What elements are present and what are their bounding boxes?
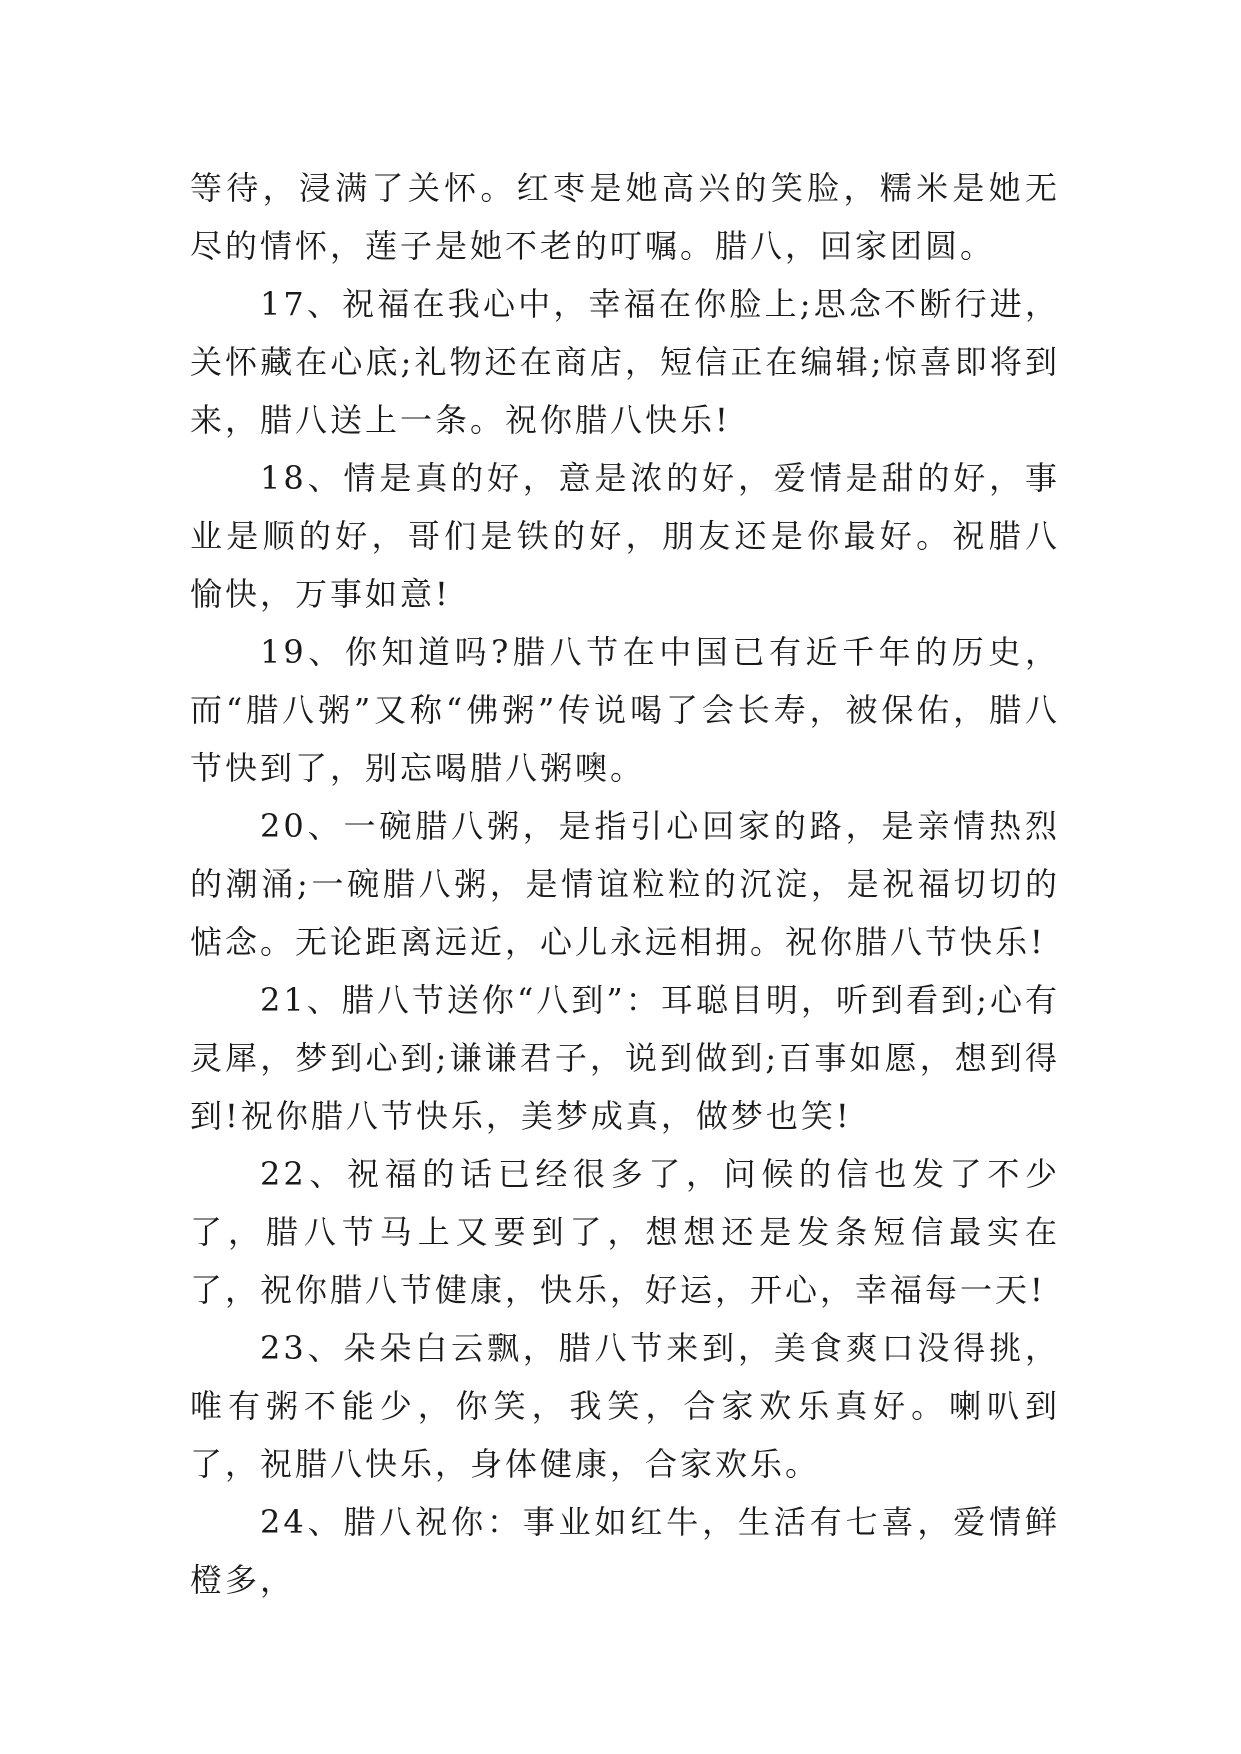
paragraph-21: 21、腊八节送你“八到”：耳聪目明，听到看到;心有灵犀，梦到心到;谦谦君子，说到做到;百事如愿，想到得到!祝你腊八节快乐，美梦成真，做梦也笑! xyxy=(190,981,1060,1135)
paragraph-18: 18、情是真的好，意是浓的好，爱情是甜的好，事业是顺的好，哥们是铁的好，朋友还是你最好。祝腊八愉快，万事如意! xyxy=(190,459,1060,613)
paragraph-continuation: 等待，浸满了关怀。红枣是她高兴的笑脸，糯米是她无尽的情怀，莲子是她不老的叮嘱。腊八，回家团圆。 xyxy=(190,169,1060,265)
paragraph-20: 20、一碗腊八粥，是指引心回家的路，是亲情热烈的潮涌;一碗腊八粥，是情谊粒粒的沉淀，是祝福切切的惦念。无论距离远近，心儿永远相拥。祝你腊八节快乐! xyxy=(190,807,1060,961)
paragraph-24: 24、腊八祝你：事业如红牛，生活有七喜，爱情鲜橙多， xyxy=(190,1503,1060,1599)
paragraph-22: 22、祝福的话已经很多了，问候的信也发了不少了，腊八节马上又要到了，想想还是发条短信最实在了，祝你腊八节健康，快乐，好运，开心，幸福每一天! xyxy=(190,1155,1060,1309)
paragraph-17: 17、祝福在我心中，幸福在你脸上;思念不断行进，关怀藏在心底;礼物还在商店，短信正在编辑;惊喜即将到来，腊八送上一条。祝你腊八快乐! xyxy=(190,285,1060,439)
paragraph-23: 23、朵朵白云飘，腊八节来到，美食爽口没得挑，唯有粥不能少，你笑，我笑，合家欢乐真好。喇叭到了，祝腊八快乐，身体健康，合家欢乐。 xyxy=(190,1329,1060,1483)
paragraph-19: 19、你知道吗?腊八节在中国已有近千年的历史，而“腊八粥”又称“佛粥”传说喝了会长寿，被保佑，腊八节快到了，别忘喝腊八粥噢。 xyxy=(190,633,1060,787)
document-body xyxy=(190,159,1060,1609)
